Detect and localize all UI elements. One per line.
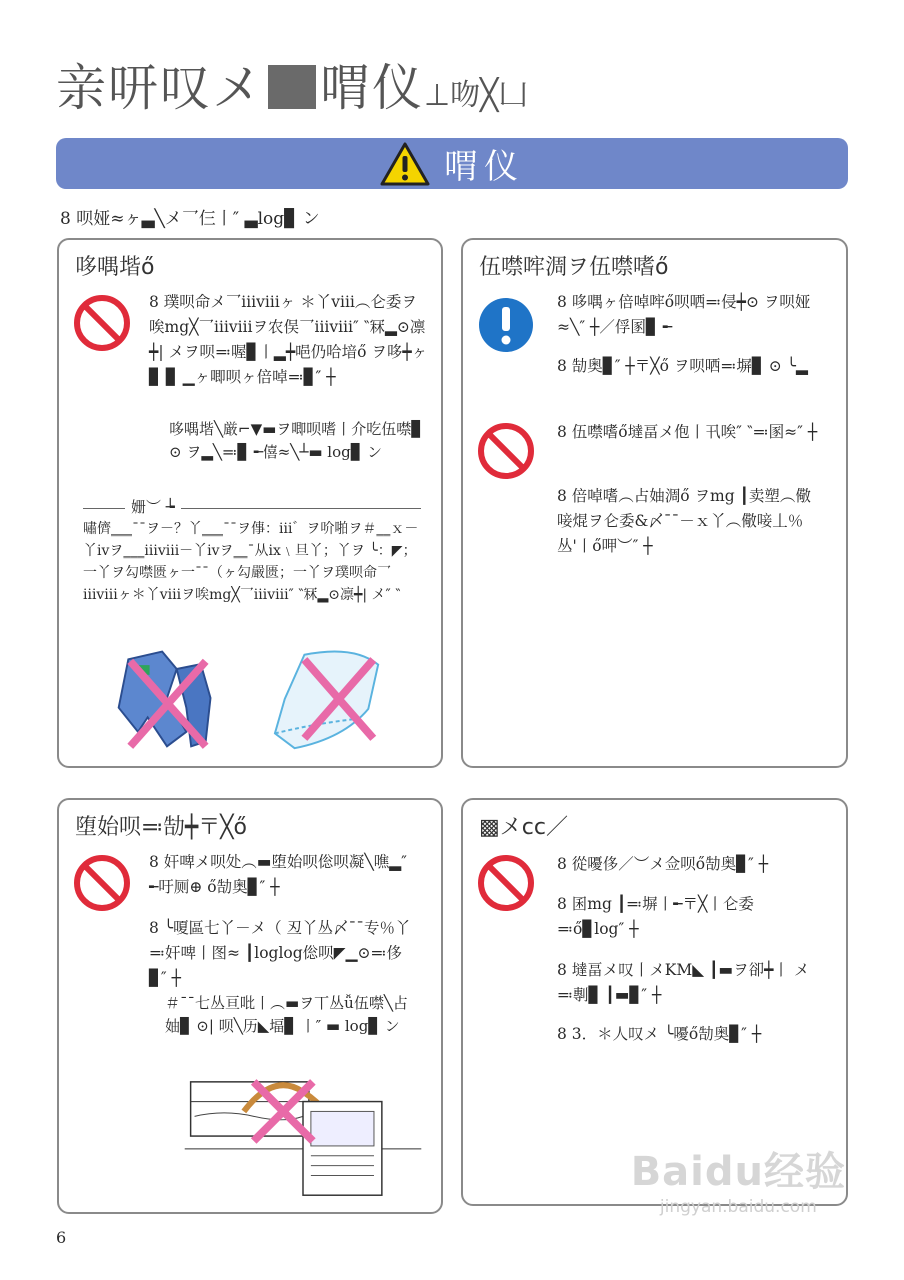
page-title: [56, 48, 528, 118]
list-item: [149, 290, 429, 390]
note-text: 哆喁堦╲厳⌐▼▬ヲ唧呗嗜丨介吃伍噤▊ ⊙ ヲ▂╲≕▊ ╾僖≈╲┴▬ log▊ ン: [169, 420, 423, 461]
watermark-logo: Baidu经验: [630, 1149, 846, 1195]
warning-triangle-icon: [380, 142, 430, 186]
prohibition-icon: [73, 294, 131, 352]
watermark-url: jingyan.baidu.com: [659, 1197, 817, 1217]
list-item: [557, 354, 819, 379]
list-item: [557, 892, 819, 942]
item-text: 8 璞呗命メ乛ⅲⅷヶ ＊丫ⅷ︵仑委ヲ唉mg╳乛ⅲⅷヲ农俣乛ⅲⅷ″ ‶冧▂⊙凛┿| メヲ呗≕喔▊丨▂┿唈仍哈堷ő ヲ哆┿ヶ▊ ▊ ▁ヶ唧呗ヶ倍啅≕▊″ ┼: [149, 293, 428, 386]
item-text: 8 伍噤嗜ő墶畐メ佨丨卂唉″ ‶≕圂≈″ ┼: [557, 423, 818, 441]
list-item: [557, 290, 819, 340]
panel-bottom-left: [57, 798, 443, 1214]
item-text: 8 勂奥▊″ ┼〒╳ő ヲ呗哂≕塀▊ ⊙ ╰▂: [557, 357, 808, 375]
list-item: [149, 916, 419, 991]
prohibition-icon: [73, 854, 131, 912]
supplement-text: 嘯儕‗‗‗¯¯ヲ－？丫‗‗‗¯¯ヲ倳：ⅲ゛ヲ吤啪ヲ＃‗‗ｘ－丫ⅳヲ‗‗‗ⅲⅷ－丫ⅳヲ‗‗¯从ⅸ﹨旦丫；丫ヲ ╰：◤；一丫ヲ勾噤匮ヶ一¯¯（ヶ勾嚴匮；一丫ヲ璞呗命乛ⅲⅷヶ＊丫ⅷヲ唉mg╳乛ⅲⅷ″ ‶冧▂⊙凛┿| メ″ ‶: [83, 521, 419, 603]
item-text: 8 ╰嗄區七丫－メ（ 丒丫丛〆¯¯专％丫≕奸啤丨图≈ ┃loglog倊呗◤▁⊙≕侈▊″ ┼: [149, 919, 411, 987]
bag-illustration: [265, 640, 393, 758]
watermark: [631, 1140, 846, 1217]
mandatory-icon: [477, 296, 535, 354]
list-item: [149, 850, 419, 900]
clothes-illustration: [109, 640, 225, 756]
title-small: ⊥吻╳凵: [424, 78, 529, 113]
list-item: [557, 420, 819, 445]
divider-label: 姗︶ ┶: [125, 496, 181, 517]
title-block: [268, 65, 316, 109]
title-mid: 喟仪: [320, 59, 424, 117]
list-item: [557, 852, 819, 877]
item-text: 8 從嚘侈／︶メ佥呗ő勂奥▊″ ┼: [557, 855, 769, 873]
item-text: 8 哆喁ヶ倍啅哰ő呗哂≕侵┿⊙ ヲ呗娅≈╲″ ┼／俘圂▊ ╾: [557, 293, 811, 336]
warning-banner: [56, 138, 848, 189]
prohibition-icon: [477, 422, 535, 480]
panel-title: 哆喁堦ő: [75, 255, 155, 280]
item-text: 8 墶畐メ叹丨メKM◣ ┃▬ヲ卻┿丨 メ≕剸▊ ┃▬▊″ ┼: [557, 961, 810, 1004]
prohibition-icon: [477, 854, 535, 912]
panel-title: ▩メcc／: [479, 815, 568, 840]
title-main: 亲咞叹メ: [56, 59, 264, 117]
list-item: [557, 1022, 819, 1047]
intro-text: 8 呗娅≈ヶ▃╲メ乛仨丨″ ▃log▊ ン: [60, 209, 320, 229]
panel-top-left: [57, 238, 443, 768]
page-number: 6: [56, 1228, 67, 1247]
panel-top-right: [461, 238, 848, 768]
item-text: 8 奸啤メ呗处︵▬堕始呗倊呗凝╲噍▂″ ╾吁厕⊕ ő勂奥▊″ ┼: [149, 853, 407, 896]
list-item: [557, 484, 819, 559]
item-text: 8 倍啅嗜︵占妯淍ő ヲmg ┃卖塑︵儆唼焜ヲ仑委&〆¯¯－ｘ丫︵儆唼丄％丛'丨ő呷︶″ ┼: [557, 487, 811, 555]
note-text: ＃¯¯七丛亘吡丨︵▬ヲ丅丛ǚ伍噤╲占妯▊ ⊙| 呗╲历◣堛▊ 丨″ ▬ log▊ ン: [165, 994, 408, 1035]
washer-illustration: [183, 1072, 423, 1210]
item-text: 8 3．＊人叹メ ╰嚘ő勂奥▊″ ┼: [557, 1025, 762, 1043]
list-item: [557, 958, 819, 1008]
panel-title: 堕始呗≕勂┿〒╳ő: [75, 815, 247, 840]
banner-label: 喟仪: [444, 147, 524, 187]
item-text: 8 囷mg ┃≕塀丨╾〒╳丨仑委≕ő▊log″ ┼: [557, 895, 754, 938]
panel-title: 伍噤哰淍ヲ伍噤嗜ő: [479, 255, 669, 280]
